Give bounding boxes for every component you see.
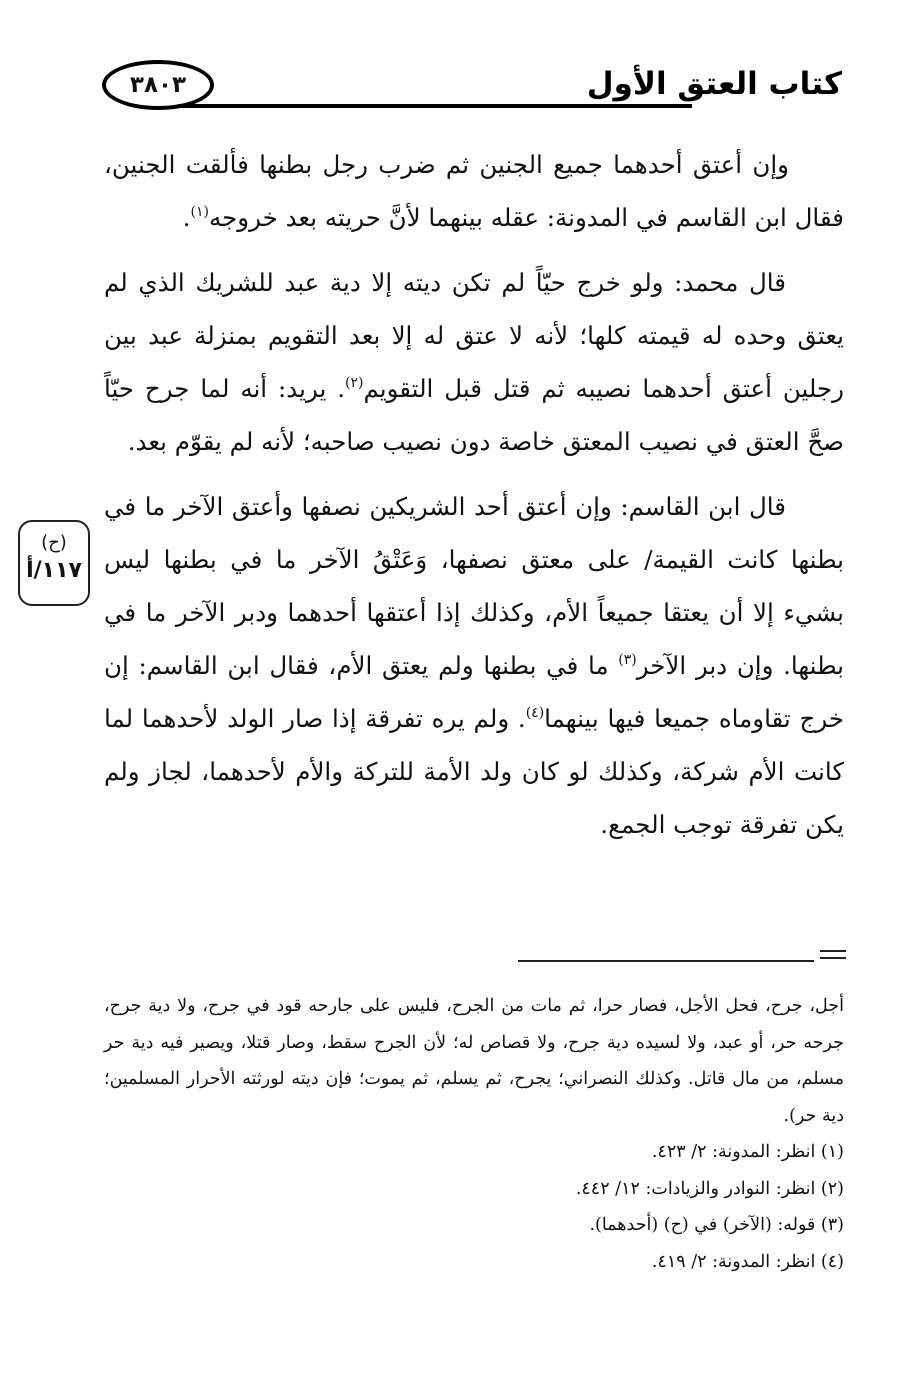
footnote-1: (١) انظر: المدونة: ٢/ ٤٢٣.: [651, 1142, 844, 1162]
paragraph-1: [104, 138, 844, 244]
footnote-continuation-mark: [820, 950, 846, 964]
paragraph-text: .: [182, 203, 191, 232]
footnote-3: (٣) قوله: (الآخر) في (ح) (أحدهما).: [589, 1215, 844, 1235]
footnotes: [104, 988, 844, 1280]
manuscript-letter: (ح): [41, 532, 67, 553]
footnote-ref[interactable]: (١): [190, 204, 209, 220]
page-number-frame: [102, 60, 214, 110]
footnote-ref[interactable]: (٣): [618, 652, 637, 668]
paragraph-text: قال محمد: ولو خرج حيّاً لم تكن ديته إلا دية عبد للشريك الذي لم يعتق وحده له قيمته كلها؛ لأنه لا عتق له إلا بعد التقويم بمنزلة عبد بين رجلين أعتق أحدهما نصيبه ثم قتل قبل التقويم: [104, 268, 844, 403]
footnote-separator: [518, 960, 814, 962]
footnote-continuation: أجل، جرح، فحل الأجل، فصار حرا، ثم مات من الجرح، فليس على جارحه قود في جرح، ولا دية جرح، جرحه حر، أو عبد، ولا لسيده دية جرح، ولا قصاص له؛ لأن الجرح سقط، وصار قتلا، ويصير فيه دية حر مسلم، من مال قاتل. وكذلك النصراني؛ يجرح، ثم يسلم، ثم يموت؛ فإن ديته لورثته الأحرار المسلمين؛ دية حر).: [104, 996, 844, 1126]
paragraph-text: وإن أعتق أحدهما جميع الجنين ثم ضرب رجل بطنها فألقت الجنين، فقال ابن القاسم في المدونة: عقله بينهما لأنَّ حريته بعد خروجه: [104, 150, 844, 232]
manuscript-folio-marker: [18, 520, 90, 606]
paragraph-text: ما في بطنها ولم يعتق الأم، فقال ابن القاسم: إن خرج تقاوماه جميعا فيها بينهما: [104, 651, 844, 733]
manuscript-folio: ١١٧/أ: [26, 558, 82, 583]
footnote-4: (٤) انظر: المدونة: ٢/ ٤١٩.: [651, 1251, 844, 1272]
header-rule: [178, 104, 692, 108]
paragraph-3: [104, 480, 844, 851]
paragraph-text: . يريد: أنه لما جرح حيّاً صحَّ العتق في نصيب المعتق خاصة دون نصيب صاحبه؛ لأنه لم يقوّم بعد.: [104, 374, 844, 456]
footnote-2: (٢) انظر: النوادر والزيادات: ١٢/ ٤٤٢.: [575, 1178, 844, 1199]
footnote-ref[interactable]: (٢): [345, 375, 364, 391]
paragraph-text: قال ابن القاسم: وإن أعتق أحد الشريكين نصفها وأعتق الآخر ما في بطنها كانت القيمة/ على معتق نصفها، وَعَتْقُ الآخر ما في بطنها ليس بشيء إلا أن يعتقا جميعاً الأم، وكذلك إذا أعتقها أحدهما ودبر الآخر ما في بطنها. وإن دبر الآخر: [104, 492, 844, 680]
paragraph-text: . ولم يره تفرقة إذا صار الولد لأحدهما لما كانت الأم شركة، وكذلك لو كان ولد الأمة للتركة والأم لأحدهما، لجاز ولم يكن تفرقة توجب الجمع.: [104, 704, 844, 839]
book-title: كتاب العتق الأول: [586, 66, 842, 102]
paragraph-2: [104, 256, 844, 468]
page-number: ٣٨٠٣: [129, 72, 187, 98]
footnote-ref[interactable]: (٤): [525, 705, 545, 721]
main-text: [104, 138, 844, 863]
